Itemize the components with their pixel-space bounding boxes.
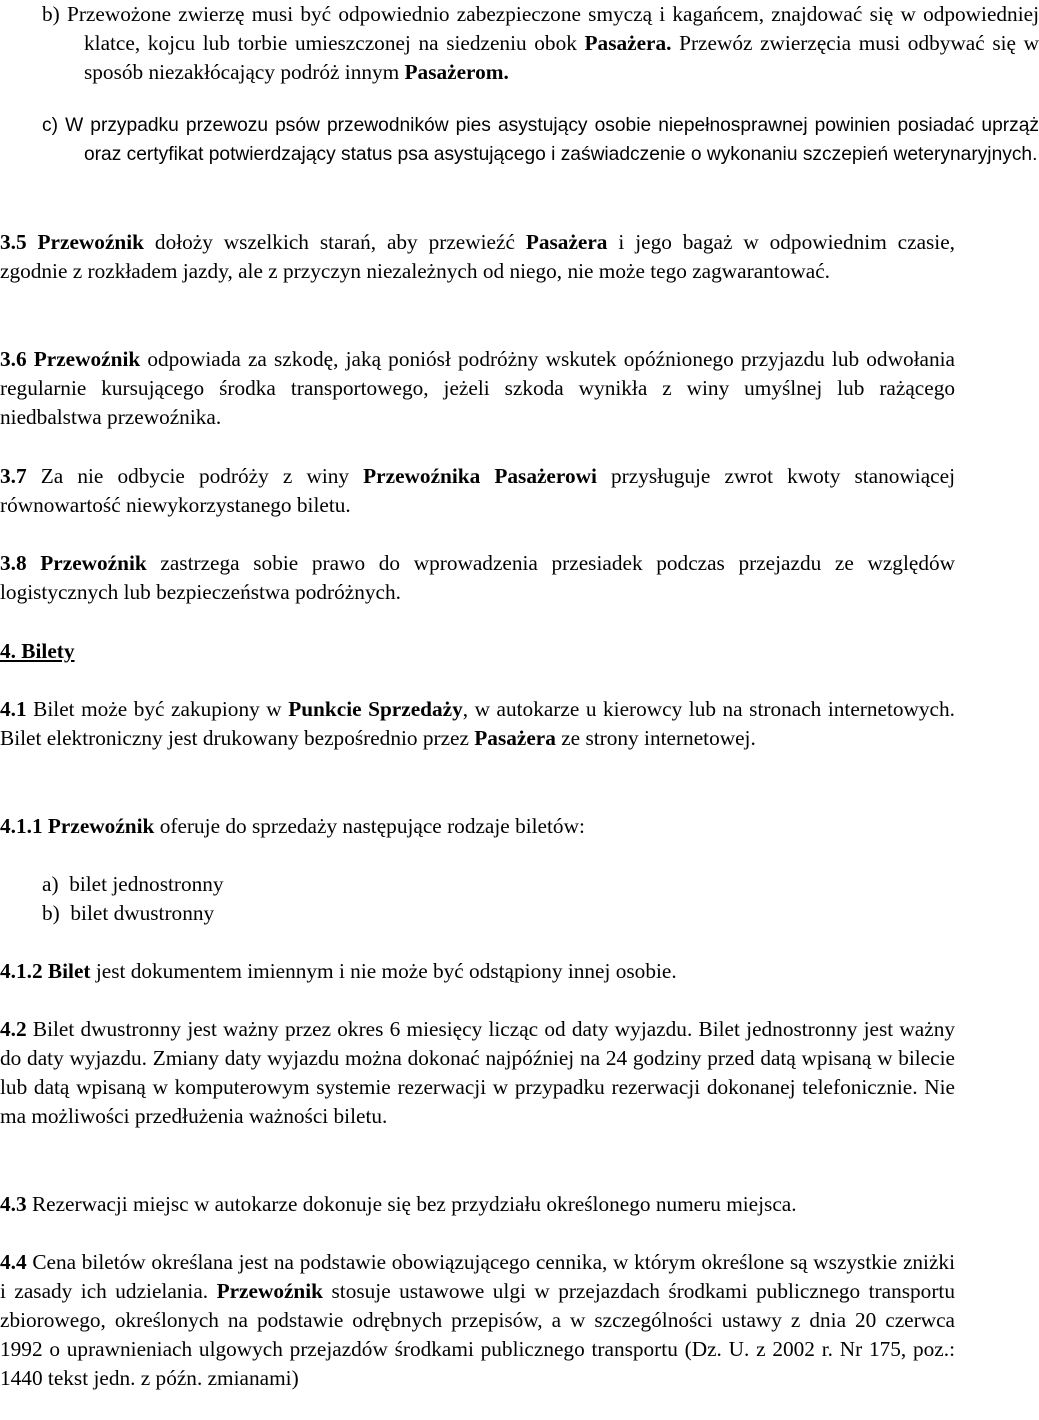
section-4-1: [0, 695, 955, 753]
section-4-3-number: 4.3: [0, 1192, 27, 1216]
section-3-5: [0, 228, 955, 286]
list-item-text: bilet dwustronny: [70, 901, 215, 925]
item-c-marker: c): [42, 115, 58, 136]
section-4-4-text-2: stosuje ustawowe ulgi w przejazdach środkami publicznego transportu zbiorowego, określonych na podstawie odrębnych przepisów, a w szczególności ustawy z dnia 20 czerwca 1992 o uprawnieniach ulgowych przejazdów środkami publicznego transportu (Dz. U. z 2002 r. Nr 175, poz.: 1440 tekst jedn. z późn. zmianami): [0, 1279, 955, 1390]
section-3-7-text: Za nie odbycie podróży z winy: [26, 464, 364, 488]
section-4-3-text: Rezerwacji miejsc w autokarze dokonuje się bez przydziału określonego numeru miejsca.: [26, 1192, 797, 1216]
section-4-1-2-number: 4.1.2: [0, 959, 43, 983]
section-4-4: [0, 1248, 955, 1393]
section-4-1-text-2: , w autokarze u kierowcy lub na stronach internetowych. Bilet elektroniczny jest drukowany bezpośrednio przez: [0, 697, 955, 750]
section-3-5-bold-1: Przewoźnik: [37, 230, 145, 254]
section-3-5-bold-2: Pasażera: [525, 230, 608, 254]
item-b-text-2: Przewóz zwierzęcia musi odbywać się w sposób niezakłócający podróż innym: [84, 31, 1039, 84]
section-3-6-bold-1: Przewoźnik: [33, 347, 141, 371]
section-4-1-text: Bilet może być zakupiony w: [26, 697, 289, 721]
section-4-1-text-3: ze strony internetowej.: [555, 726, 756, 750]
section-4-4-bold-1: Przewoźnik: [216, 1279, 324, 1303]
section-3-7-text-2: przysługuje zwrot kwoty stanowiącej równowartość niewykorzystanego biletu.: [0, 464, 955, 517]
item-b-text: Przewożone zwierzę musi być odpowiednio zabezpieczone smyczą i kagańcem, znajdować się w odpowiedniej klatce, kojcu lub torbie umieszczonej na siedzeniu obok: [66, 2, 1039, 55]
list-item-marker: b): [42, 901, 60, 925]
section-4-1-1-text: oferuje do sprzedaży następujące rodzaje biletów:: [154, 814, 585, 838]
section-3-6-number: 3.6: [0, 347, 27, 371]
item-c-text: W przypadku przewozu psów przewodników pies asystujący osobie niepełnosprawnej powinien posiadać uprząż oraz certyfikat potwierdzający status psa asystującego i zaświadczenie o wykonaniu szczepień weterynaryjnych.: [65, 115, 1039, 165]
item-c: [0, 111, 1039, 169]
list-item: [42, 899, 955, 928]
section-4-2-text: Bilet dwustronny jest ważny przez okres 6 miesięcy licząc od daty wyjazdu. Bilet jednostronny jest ważny do daty wyjazdu. Zmiany daty wyjazdu można dokonać najpóźniej na 24 godziny przed datą wpisaną w bilecie lub datą wpisaną w komputerowym systemie rezerwacji w przypadku rezerwacji dokonanej telefonicznie. Nie ma możliwości przedłużenia ważności biletu.: [0, 1017, 955, 1128]
section-4-4-number: 4.4: [0, 1250, 27, 1274]
section-4-heading: [0, 637, 955, 666]
item-b: [0, 0, 1039, 87]
section-3-8-text: zastrzega sobie prawo do wprowadzenia przesiadek podczas przejazdu ze względów logistycznych lub bezpieczeństwa podróżnych.: [0, 551, 955, 604]
item-b-bold-1: Pasażera.: [584, 31, 672, 55]
section-4-1-2: [0, 957, 955, 986]
section-4-1-2-text: jest dokumentem imiennym i nie może być odstąpiony innej osobie.: [90, 959, 677, 983]
section-3-7: [0, 462, 955, 520]
section-4-1-1-number: 4.1.1: [0, 814, 43, 838]
section-4-1-1-bold-1: Przewoźnik: [47, 814, 155, 838]
list-item-text: bilet jednostronny: [69, 872, 224, 896]
section-3-8: [0, 549, 955, 607]
section-3-7-bold-1: Przewoźnika Pasażerowi: [363, 464, 597, 488]
section-3-7-number: 3.7: [0, 464, 27, 488]
section-3-6-text: odpowiada za szkodę, jaką poniósł podróżny wskutek opóźnionego przyjazdu lub odwołania regularnie kursującego środka transportowego, jeżeli szkoda wynikła z winy umyślnej lub rażącego niedbalstwa przewoźnika.: [0, 347, 955, 429]
section-4-2: [0, 1015, 955, 1131]
list-item: [42, 870, 955, 899]
section-4-1-1: [0, 812, 955, 841]
section-4-1-2-bold-1: Bilet: [47, 959, 91, 983]
item-b-marker: b): [42, 2, 60, 26]
section-3-8-number: 3.8: [0, 551, 27, 575]
item-b-bold-2: Pasażerom.: [404, 60, 509, 84]
section-3-5-number: 3.5: [0, 230, 27, 254]
section-4-1-number: 4.1: [0, 697, 27, 721]
section-3-5-text: dołoży wszelkich starań, aby przewieźć: [144, 230, 526, 254]
section-4-1-bold-2: Pasażera: [474, 726, 556, 750]
section-4-2-number: 4.2: [0, 1017, 27, 1041]
section-4-3: [0, 1190, 955, 1219]
section-4-4-text: Cena biletów określana jest na podstawie obowiązującego cennika, w którym określone są wszystkie zniżki i zasady ich udzielania.: [0, 1250, 955, 1303]
section-3-6: [0, 345, 955, 432]
section-4-title: 4. Bilety: [0, 639, 75, 663]
section-4-1-bold-1: Punkcie Sprzedaży: [288, 697, 463, 721]
list-item-marker: a): [42, 872, 59, 896]
section-3-5-text-2: i jego bagaż w odpowiednim czasie, zgodnie z rozkładem jazdy, ale z przyczyn niezależnych od niego, nie może tego zagwarantować.: [0, 230, 956, 283]
section-3-8-bold-1: Przewoźnik: [40, 551, 147, 575]
